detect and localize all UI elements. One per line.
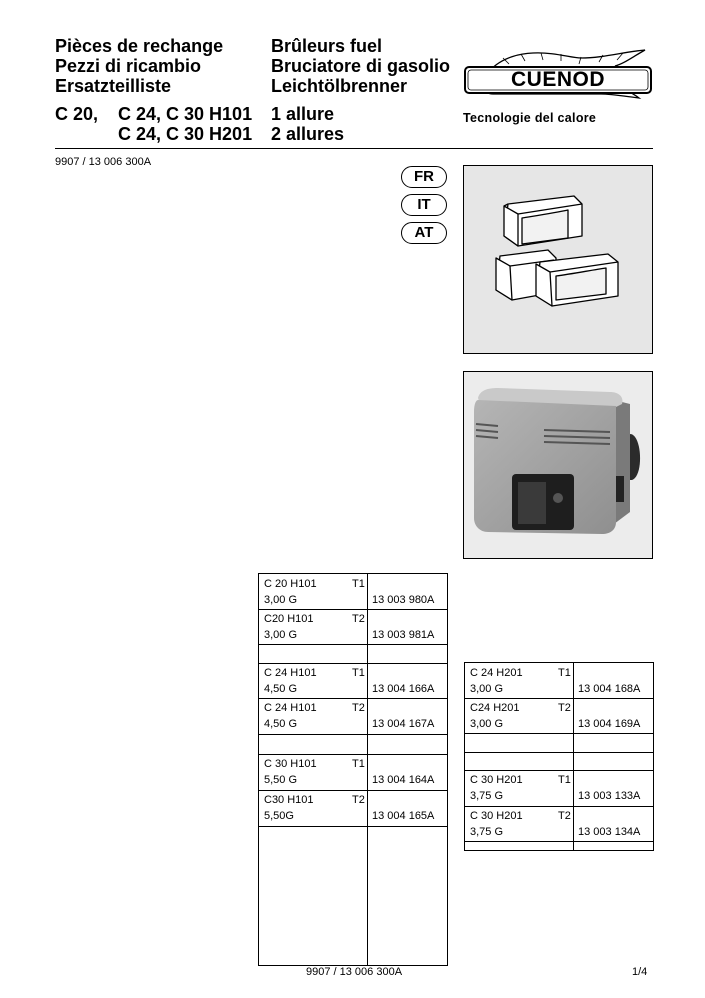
table-cell-code: 13 004 165A [372,810,435,822]
table-cell-model: C24 H201 [470,702,520,714]
allure-1: 1 allure [271,104,335,124]
table-cell-flow: 3,75 G [470,826,504,838]
table-cell-model: C 30 H201 [470,774,523,786]
table-cell-model: C 24 H201 [470,667,523,679]
header-divider [55,148,653,149]
table-cell-model: C 30 H201 [470,810,523,822]
title-fr: Pièces de rechange [55,36,224,56]
brand-name: CUENOD [510,68,605,91]
brand-tagline: Tecnologie del calore [463,111,597,125]
row-divider [465,733,653,734]
allure-2: 2 allures [271,124,345,144]
spare-parts-bins-image [463,165,653,354]
table-cell-code: 13 004 167A [372,718,435,730]
table-cell-type: T2 [558,810,571,822]
title-de: Ersatzteilliste [55,76,172,96]
row-divider [259,698,447,699]
table-cell-type: T1 [352,667,365,679]
row-divider [259,790,447,791]
table-cell-code: 13 004 169A [578,718,641,730]
row-divider [259,609,447,610]
table-cell-type: T1 [558,774,571,786]
row-divider [465,698,653,699]
table-cell-type: T1 [352,578,365,590]
cuenod-logo [463,44,655,126]
model-line2: C 24, C 30 H201 [118,124,253,144]
table-cell-code: 13 003 980A [372,594,435,606]
table-cell-flow: 3,00 G [264,594,298,606]
language-badge-fr: FR [401,166,447,188]
footer-doc-reference: 9907 / 13 006 300A [306,966,403,978]
table-cell-code: 13 003 981A [372,629,435,641]
table-cell-flow: 3,00 G [264,629,298,641]
page-number: 1/4 [632,966,648,978]
column-divider [573,663,574,850]
storage-bins-icon [464,166,652,353]
table-cell-model: C20 H101 [264,613,314,625]
table-cell-flow: 5,50 G [264,774,298,786]
table-cell-flow: 5,50G [264,810,294,822]
spare-parts-table-h201 [464,662,654,851]
row-divider [465,770,653,771]
row-divider [259,734,447,735]
model-c20: C 20, [55,104,99,124]
table-cell-model: C30 H101 [264,794,314,806]
subtitle-it: Bruciatore di gasolio [271,56,451,76]
model-line1: C 24, C 30 H101 [118,104,253,124]
table-cell-model: C 20 H101 [264,578,317,590]
spare-parts-table-h101 [258,573,448,966]
table-cell-type: T2 [558,702,571,714]
row-divider [259,754,447,755]
table-cell-type: T1 [352,758,365,770]
table-cell-model: C 30 H101 [264,758,317,770]
language-badge-it: IT [401,194,447,216]
table-cell-code: 13 004 166A [372,683,435,695]
table-cell-code: 13 004 164A [372,774,435,786]
row-divider [465,752,653,753]
table-cell-flow: 3,75 G [470,790,504,802]
table-cell-flow: 3,00 G [470,718,504,730]
table-cell-flow: 4,50 G [264,718,298,730]
doc-reference: 9907 / 13 006 300A [55,156,152,168]
table-cell-code: 13 003 134A [578,826,641,838]
table-cell-type: T1 [558,667,571,679]
table-cell-type: T2 [352,613,365,625]
table-cell-code: 13 004 168A [578,683,641,695]
row-divider [259,826,447,827]
column-divider [367,574,368,965]
table-cell-type: T2 [352,702,365,714]
table-cell-type: T2 [352,794,365,806]
row-divider [259,644,447,645]
burner-image [463,371,653,559]
table-cell-code: 13 003 133A [578,790,641,802]
subtitle-de: Leichtölbrenner [271,76,408,96]
table-cell-model: C 24 H101 [264,667,317,679]
language-badge-at: AT [401,222,447,244]
table-cell-flow: 4,50 G [264,683,298,695]
row-divider [259,663,447,664]
subtitle-fr: Brûleurs fuel [271,36,383,56]
table-cell-model: C 24 H101 [264,702,317,714]
row-divider [465,806,653,807]
oil-burner-icon [464,372,652,558]
table-cell-flow: 3,00 G [470,683,504,695]
row-divider [465,841,653,842]
title-it: Pezzi di ricambio [55,56,202,76]
